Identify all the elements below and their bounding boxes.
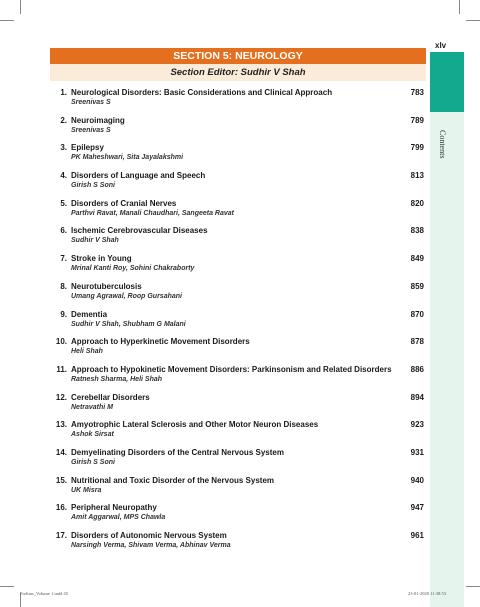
entry-number: 9. [60,309,67,319]
entry-title: Neurological Disorders: Basic Considerations and Clinical Approach [71,88,333,97]
toc-entry[interactable] [50,143,426,171]
side-tab [430,52,464,112]
entry-authors: Sudhir V Shah [71,237,119,245]
crop-mark [466,586,480,587]
entry-authors: PK Maheshwari, Sita Jayalakshmi [71,154,184,162]
entry-page: 947 [410,503,424,513]
entry-number: 14. [55,447,67,457]
toc-entry[interactable] [50,393,426,421]
entry-title: Approach to Hyperkinetic Movement Disorders [71,337,250,347]
entry-number: 12. [55,392,67,402]
table-of-contents [50,88,426,559]
entry-title: Neurotuberculosis [71,281,142,291]
entry-page: 870 [410,309,424,319]
entry-authors: Ashok Sirsat [71,431,114,439]
entry-title: Stroke in Young [71,254,132,264]
toc-entry[interactable] [50,199,426,227]
crop-mark [459,0,460,14]
entry-number: 3. [60,143,67,153]
entry-title: Demyelinating Disorders of the Central Nervous System [71,447,284,457]
entry-authors: Netravathi M [71,403,114,411]
crop-mark [0,586,14,587]
footer-right: 23-01-2020 11:38:53 [408,591,446,596]
entry-page: 923 [410,420,424,430]
entry-number: 6. [60,226,67,236]
entry-number: 5. [60,198,67,208]
entry-page: 849 [410,254,424,264]
entry-number: 1. [60,88,67,97]
entry-authors: Sreenivas S [71,126,111,134]
entry-authors: Heli Shah [71,348,103,356]
toc-entry[interactable] [50,448,426,476]
entry-title: Cerebellar Disorders [71,392,150,402]
entry-page: 783 [410,88,424,97]
entry-page: 820 [410,198,424,208]
side-strip [430,52,464,607]
entry-number: 8. [60,281,67,291]
entry-title: Amyotrophic Lateral Sclerosis and Other Motor Neuron Diseases [71,420,319,430]
entry-authors: Sudhir V Shah, Shubham G Malani [71,320,186,328]
entry-number: 16. [55,503,67,513]
entry-page: 894 [410,392,424,402]
entry-number: 17. [55,531,67,540]
entry-title: Dementia [71,309,108,319]
crop-mark [466,20,480,21]
toc-entry[interactable] [50,282,426,310]
entry-title: Neuroimaging [71,115,125,125]
entry-authors: Ratnesh Sharma, Heli Shah [71,375,163,383]
toc-entry[interactable] [50,226,426,254]
toc-entry[interactable] [50,365,426,393]
entry-number: 11. [56,364,67,374]
entry-title: Disorders of Language and Speech [71,171,206,181]
entry-authors: Amit Aggarwal, MPS Chawla [71,514,166,522]
toc-entry[interactable] [50,310,426,338]
entry-title: Epilepsy [71,143,104,153]
section-editor: Section Editor: Sudhir V Shah [50,64,426,81]
entry-title: Disorders of Autonomic Nervous System [71,531,227,540]
entry-authors: Mrinal Kanti Roy, Sohini Chakraborty [71,265,195,273]
toc-entry[interactable] [50,88,426,116]
entry-authors: Parthvi Ravat, Manali Chaudhari, Sangeeta Ravat [71,209,234,217]
entry-title: Peripheral Neuropathy [71,503,157,513]
toc-entry[interactable] [50,171,426,199]
toc-entry[interactable] [50,254,426,282]
entry-authors: Sreenivas S [71,99,111,106]
entry-page: 961 [410,531,424,540]
entry-authors: UK Misra [71,486,102,494]
entry-page: 799 [410,143,424,153]
entry-number: 15. [55,475,67,485]
entry-number: 10. [55,337,67,347]
entry-authors: Umang Agrawal, Roop Gursahani [71,292,182,300]
entry-title: Disorders of Cranial Nerves [71,198,177,208]
toc-entry[interactable] [50,503,426,531]
entry-page: 789 [410,115,424,125]
toc-entry[interactable] [50,337,426,365]
entry-page: 859 [410,281,424,291]
entry-page: 813 [410,171,424,181]
entry-page: 940 [410,475,424,485]
toc-entry[interactable] [50,476,426,504]
entry-number: 4. [60,171,67,181]
page-number: xlv [435,41,447,50]
entry-page: 931 [410,447,424,457]
entry-authors: Girish S Soni [71,182,115,190]
crop-mark [0,20,14,21]
entry-page: 878 [410,337,424,347]
entry-title: Ischemic Cerebrovascular Diseases [71,226,208,236]
entry-authors: Girish S Soni [71,458,115,466]
entry-title: Approach to Hypokinetic Movement Disorders: Parkinsonism and Related Disorders [71,364,392,374]
crop-mark [20,0,21,14]
section-title: SECTION 5: NEUROLOGY [50,48,426,64]
toc-entry[interactable] [50,116,426,144]
toc-entry[interactable] [50,531,426,559]
entry-page: 838 [410,226,424,236]
entry-number: 2. [60,115,67,125]
side-label: Contents [438,130,447,159]
entry-page: 886 [410,364,424,374]
entry-number: 13. [55,420,67,430]
entry-authors: Narsingh Verma, Shivam Verma, Abhinav Verma [71,542,231,549]
footer-left: Prelims_Volume 1.indd 45 [20,591,69,596]
entry-number: 7. [60,254,67,264]
entry-title: Nutritional and Toxic Disorder of the Nervous System [71,475,274,485]
toc-entry[interactable] [50,420,426,448]
